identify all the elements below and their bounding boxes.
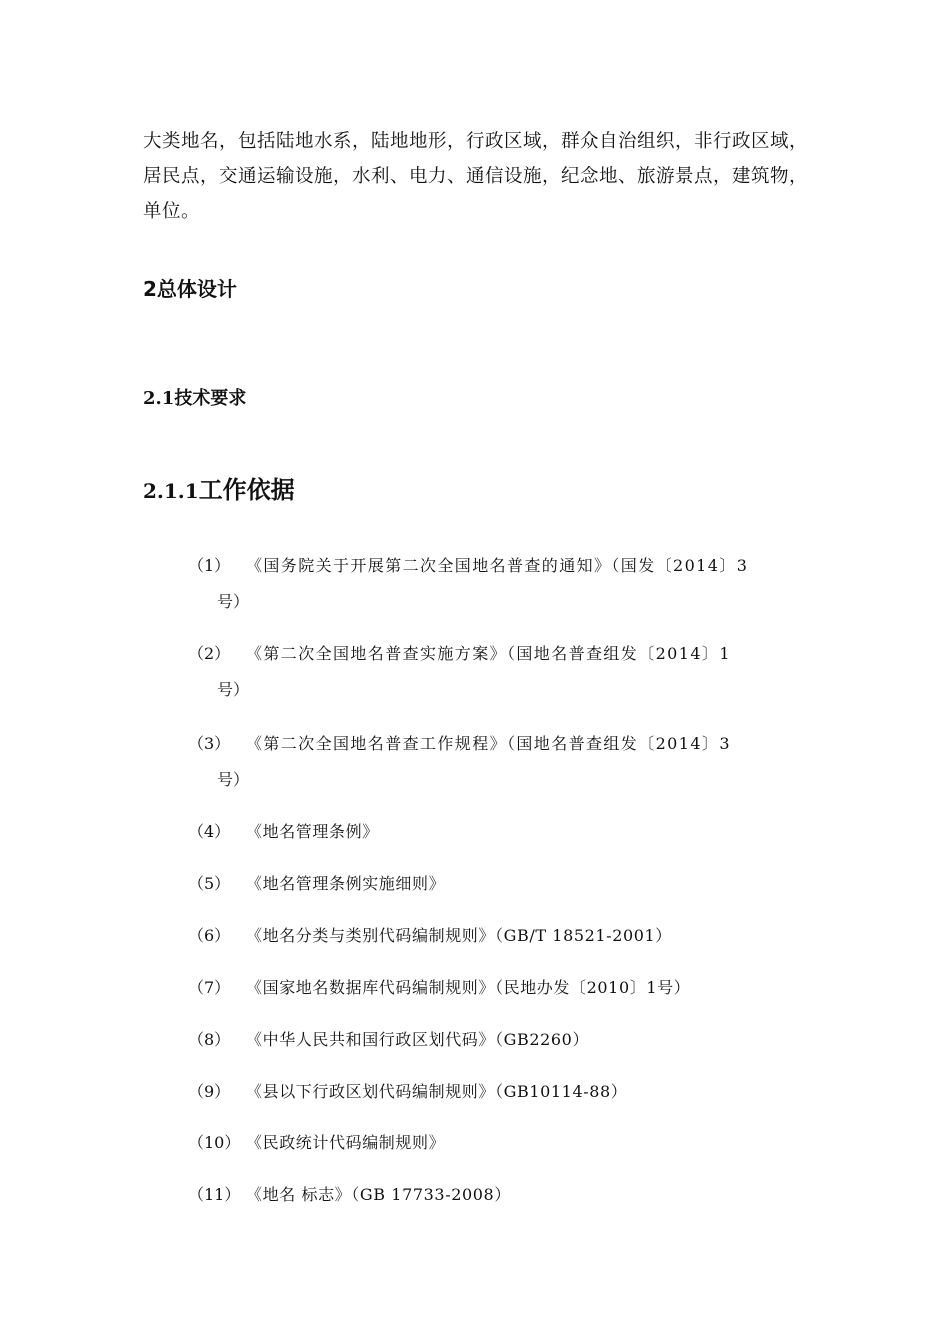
reference-index: （4） (188, 822, 231, 841)
reference-item (188, 814, 818, 850)
reference-text: 《地名 标志》（GB 17733-2008） (246, 1185, 511, 1204)
reference-text: 《第二次全国地名普查实施方案》（国地名普查组发〔2014〕1 (246, 644, 731, 663)
reference-text: 《地名管理条例》 (246, 822, 379, 841)
reference-text: 《地名分类与类别代码编制规则》（GB/T 18521-2001） (246, 926, 672, 945)
reference-index: （8） (188, 1030, 231, 1049)
reference-index: （2） (188, 644, 231, 663)
reference-item (188, 866, 818, 902)
reference-item (188, 1074, 818, 1110)
reference-item (188, 726, 818, 798)
section-2-1-heading: 2.1技术要求 (143, 388, 247, 409)
reference-text-continued: 号） (217, 680, 250, 699)
reference-item (188, 1177, 818, 1213)
intro-line-1: 大类地名，包括陆地水系，陆地地形，行政区域，群众自治组织，非行政区域， (143, 131, 809, 152)
reference-text: 《中华人民共和国行政区划代码》（GB2260） (246, 1030, 590, 1049)
reference-text: 《民政统计代码编制规则》 (246, 1133, 446, 1152)
reference-text-continued: 号） (217, 592, 250, 611)
reference-text: 《县以下行政区划代码编制规则》（GB10114-88） (246, 1082, 628, 1101)
reference-index: （6） (188, 926, 231, 945)
reference-index: （5） (188, 874, 231, 893)
reference-item (188, 1125, 818, 1161)
section-2-1-1-heading (143, 470, 295, 505)
reference-index: （11） (188, 1185, 241, 1204)
reference-index: （7） (188, 978, 231, 997)
reference-item (188, 918, 818, 954)
intro-line-3: 单位。 (143, 201, 201, 222)
section-number: 2.1.1 (143, 479, 199, 503)
reference-text: 《国务院关于开展第二次全国地名普查的通知》（国发〔2014〕3 (246, 556, 749, 575)
intro-line-2: 居民点，交通运输设施，水利、电力、通信设施，纪念地、旅游景点，建筑物， (143, 166, 809, 187)
reference-index: （1） (188, 556, 231, 575)
reference-text-continued: 号） (217, 770, 250, 789)
reference-index: （3） (188, 734, 231, 753)
reference-index: （9） (188, 1082, 231, 1101)
reference-item (188, 636, 818, 708)
reference-text: 《地名管理条例实施细则》 (246, 874, 446, 893)
section-2-heading: 2总体设计 (143, 277, 237, 301)
reference-item (188, 970, 818, 1006)
section-title: 工作依据 (198, 476, 295, 504)
reference-index: （10） (188, 1133, 241, 1152)
reference-text: 《国家地名数据库代码编制规则》（民地办发〔2010〕1号） (246, 978, 691, 997)
reference-item (188, 548, 818, 620)
reference-text: 《第二次全国地名普查工作规程》（国地名普查组发〔2014〕3 (246, 734, 731, 753)
reference-item (188, 1022, 818, 1058)
